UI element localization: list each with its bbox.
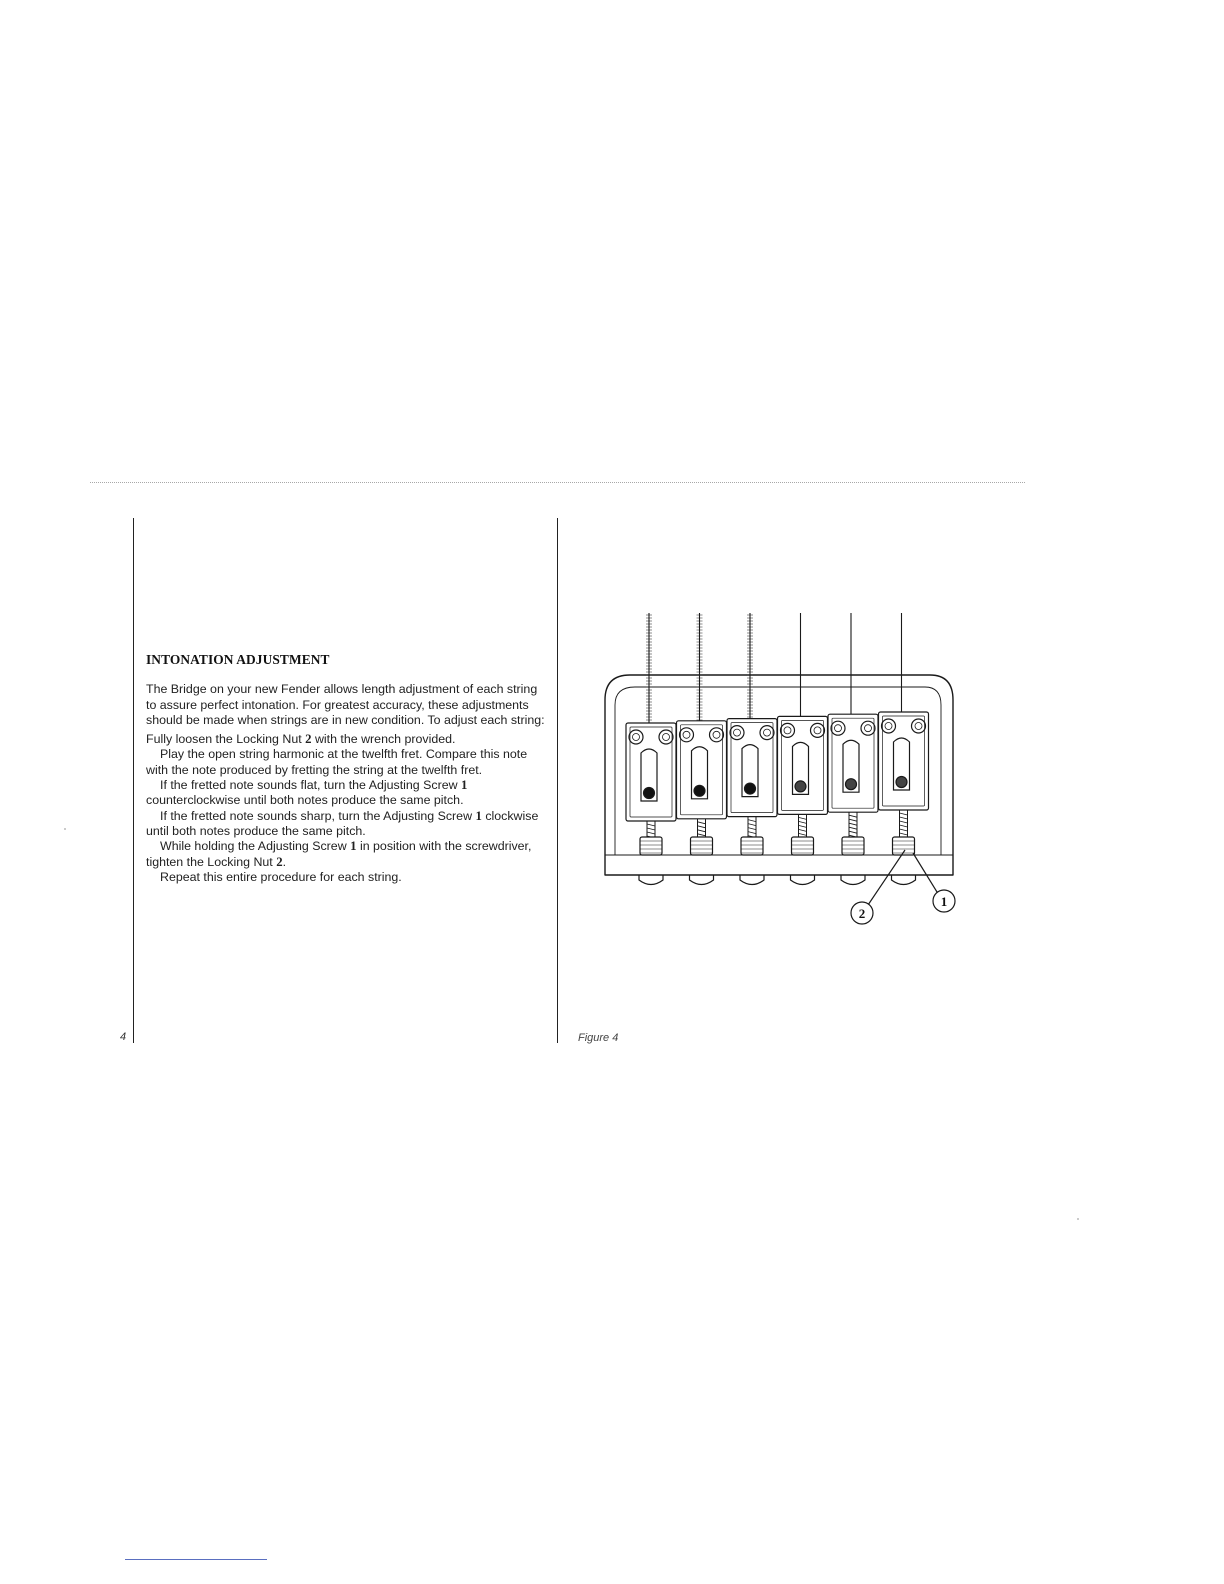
- callout-reference: 1: [461, 778, 468, 793]
- spring-coil: [849, 823, 857, 825]
- section-heading: INTONATION ADJUSTMENT: [146, 652, 330, 667]
- adjusting-screw-head: [639, 875, 663, 885]
- step-paragraph: Fully loosen the Locking Nut 2 with the wrench provided.: [146, 732, 456, 747]
- bridge-illustration: [595, 605, 965, 935]
- step-paragraph: Play the open string harmonic at the twelfth fret. Compare this note with the note produced by fretting the string at the twelfth fret.: [146, 747, 528, 777]
- callout-reference: 2: [276, 854, 283, 869]
- saddle-block: [626, 723, 676, 821]
- spring-coil: [900, 817, 908, 819]
- string-ball-end: [795, 781, 806, 792]
- spring-coil: [799, 821, 807, 823]
- saddle-block: [727, 719, 777, 817]
- step-paragraph: If the fretted note sounds sharp, turn the Adjusting Screw 1 clockwise until both notes produce the same pitch.: [146, 808, 539, 838]
- spring-coil: [799, 817, 807, 819]
- scan-speck: [64, 828, 66, 830]
- string-ball-end: [644, 788, 655, 799]
- spring-coil: [799, 825, 807, 827]
- locking-nut: [741, 837, 763, 855]
- callout-label-1: 1: [940, 894, 948, 909]
- spring-coil: [647, 828, 655, 830]
- saddle: [778, 613, 828, 885]
- spring-coil: [849, 815, 857, 817]
- spring-coil: [698, 834, 706, 836]
- intro-paragraph: The Bridge on your new Fender allows length adjustment of each string to assure perfect intonation. For greatest accuracy, these adjustments should be made when strings are in new condition. To adjust each string:: [146, 682, 545, 727]
- callout-reference: 1: [475, 808, 482, 823]
- callout-leader-2: [868, 850, 905, 905]
- saddle: [828, 613, 878, 885]
- saddle-block: [879, 712, 929, 810]
- spring-coil: [849, 819, 857, 821]
- locking-nut: [792, 837, 814, 855]
- spring-coil: [698, 826, 706, 828]
- step-paragraph: While holding the Adjusting Screw 1 in position with the screwdriver, tighten the Locking Nut 2.: [146, 839, 532, 869]
- adjusting-screw-head: [740, 875, 764, 885]
- scan-speck: [1077, 1218, 1079, 1220]
- spring-coil: [647, 824, 655, 826]
- step-paragraph: If the fretted note sounds flat, turn the Adjusting Screw 1 counterclockwise until both notes produce the same pitch.: [146, 778, 468, 808]
- callout-reference: 1: [350, 839, 357, 854]
- spring-coil: [748, 832, 756, 834]
- spring-coil: [900, 829, 908, 831]
- spring-coil: [900, 813, 908, 815]
- callout-label-2: 2: [858, 906, 866, 921]
- locking-nut: [640, 837, 662, 855]
- spring-coil: [698, 822, 706, 824]
- page-number: 4: [120, 1031, 127, 1043]
- spring-coil: [799, 833, 807, 835]
- bottom-rule: [125, 1559, 267, 1560]
- adjusting-screw-head: [690, 875, 714, 885]
- saddle: [626, 613, 676, 885]
- text-column: [146, 652, 546, 885]
- string-ball-end: [694, 785, 705, 796]
- step-paragraph: Repeat this entire procedure for each string.: [160, 869, 402, 884]
- spring-coil: [748, 824, 756, 826]
- spring-coil: [698, 830, 706, 832]
- saddle: [727, 613, 777, 885]
- adjusting-screw-head: [841, 875, 865, 885]
- string-ball-end: [846, 779, 857, 790]
- saddle-block: [677, 721, 727, 819]
- spring-coil: [849, 827, 857, 829]
- saddle: [677, 613, 727, 885]
- string-ball-end: [896, 777, 907, 788]
- locking-nut: [691, 837, 713, 855]
- left-margin-line: [133, 518, 134, 1043]
- callout-reference: 2: [305, 732, 312, 747]
- spring-coil: [748, 820, 756, 822]
- spring-coil: [900, 833, 908, 835]
- spring-coil: [900, 821, 908, 823]
- locking-nut: [842, 837, 864, 855]
- top-divider-rule: [90, 482, 1025, 483]
- adjusting-screw-head: [892, 875, 916, 885]
- spring-coil: [900, 825, 908, 827]
- figure-caption: Figure 4: [578, 1032, 619, 1044]
- saddle: [879, 613, 929, 885]
- spring-coil: [748, 828, 756, 830]
- saddle-block: [778, 716, 828, 814]
- spring-coil: [799, 829, 807, 831]
- spring-coil: [647, 832, 655, 834]
- callout-leader-1: [913, 853, 937, 892]
- spring-coil: [849, 831, 857, 833]
- adjusting-screw-head: [791, 875, 815, 885]
- column-divider-line: [557, 518, 558, 1043]
- saddle-block: [828, 714, 878, 812]
- string-ball-end: [745, 783, 756, 794]
